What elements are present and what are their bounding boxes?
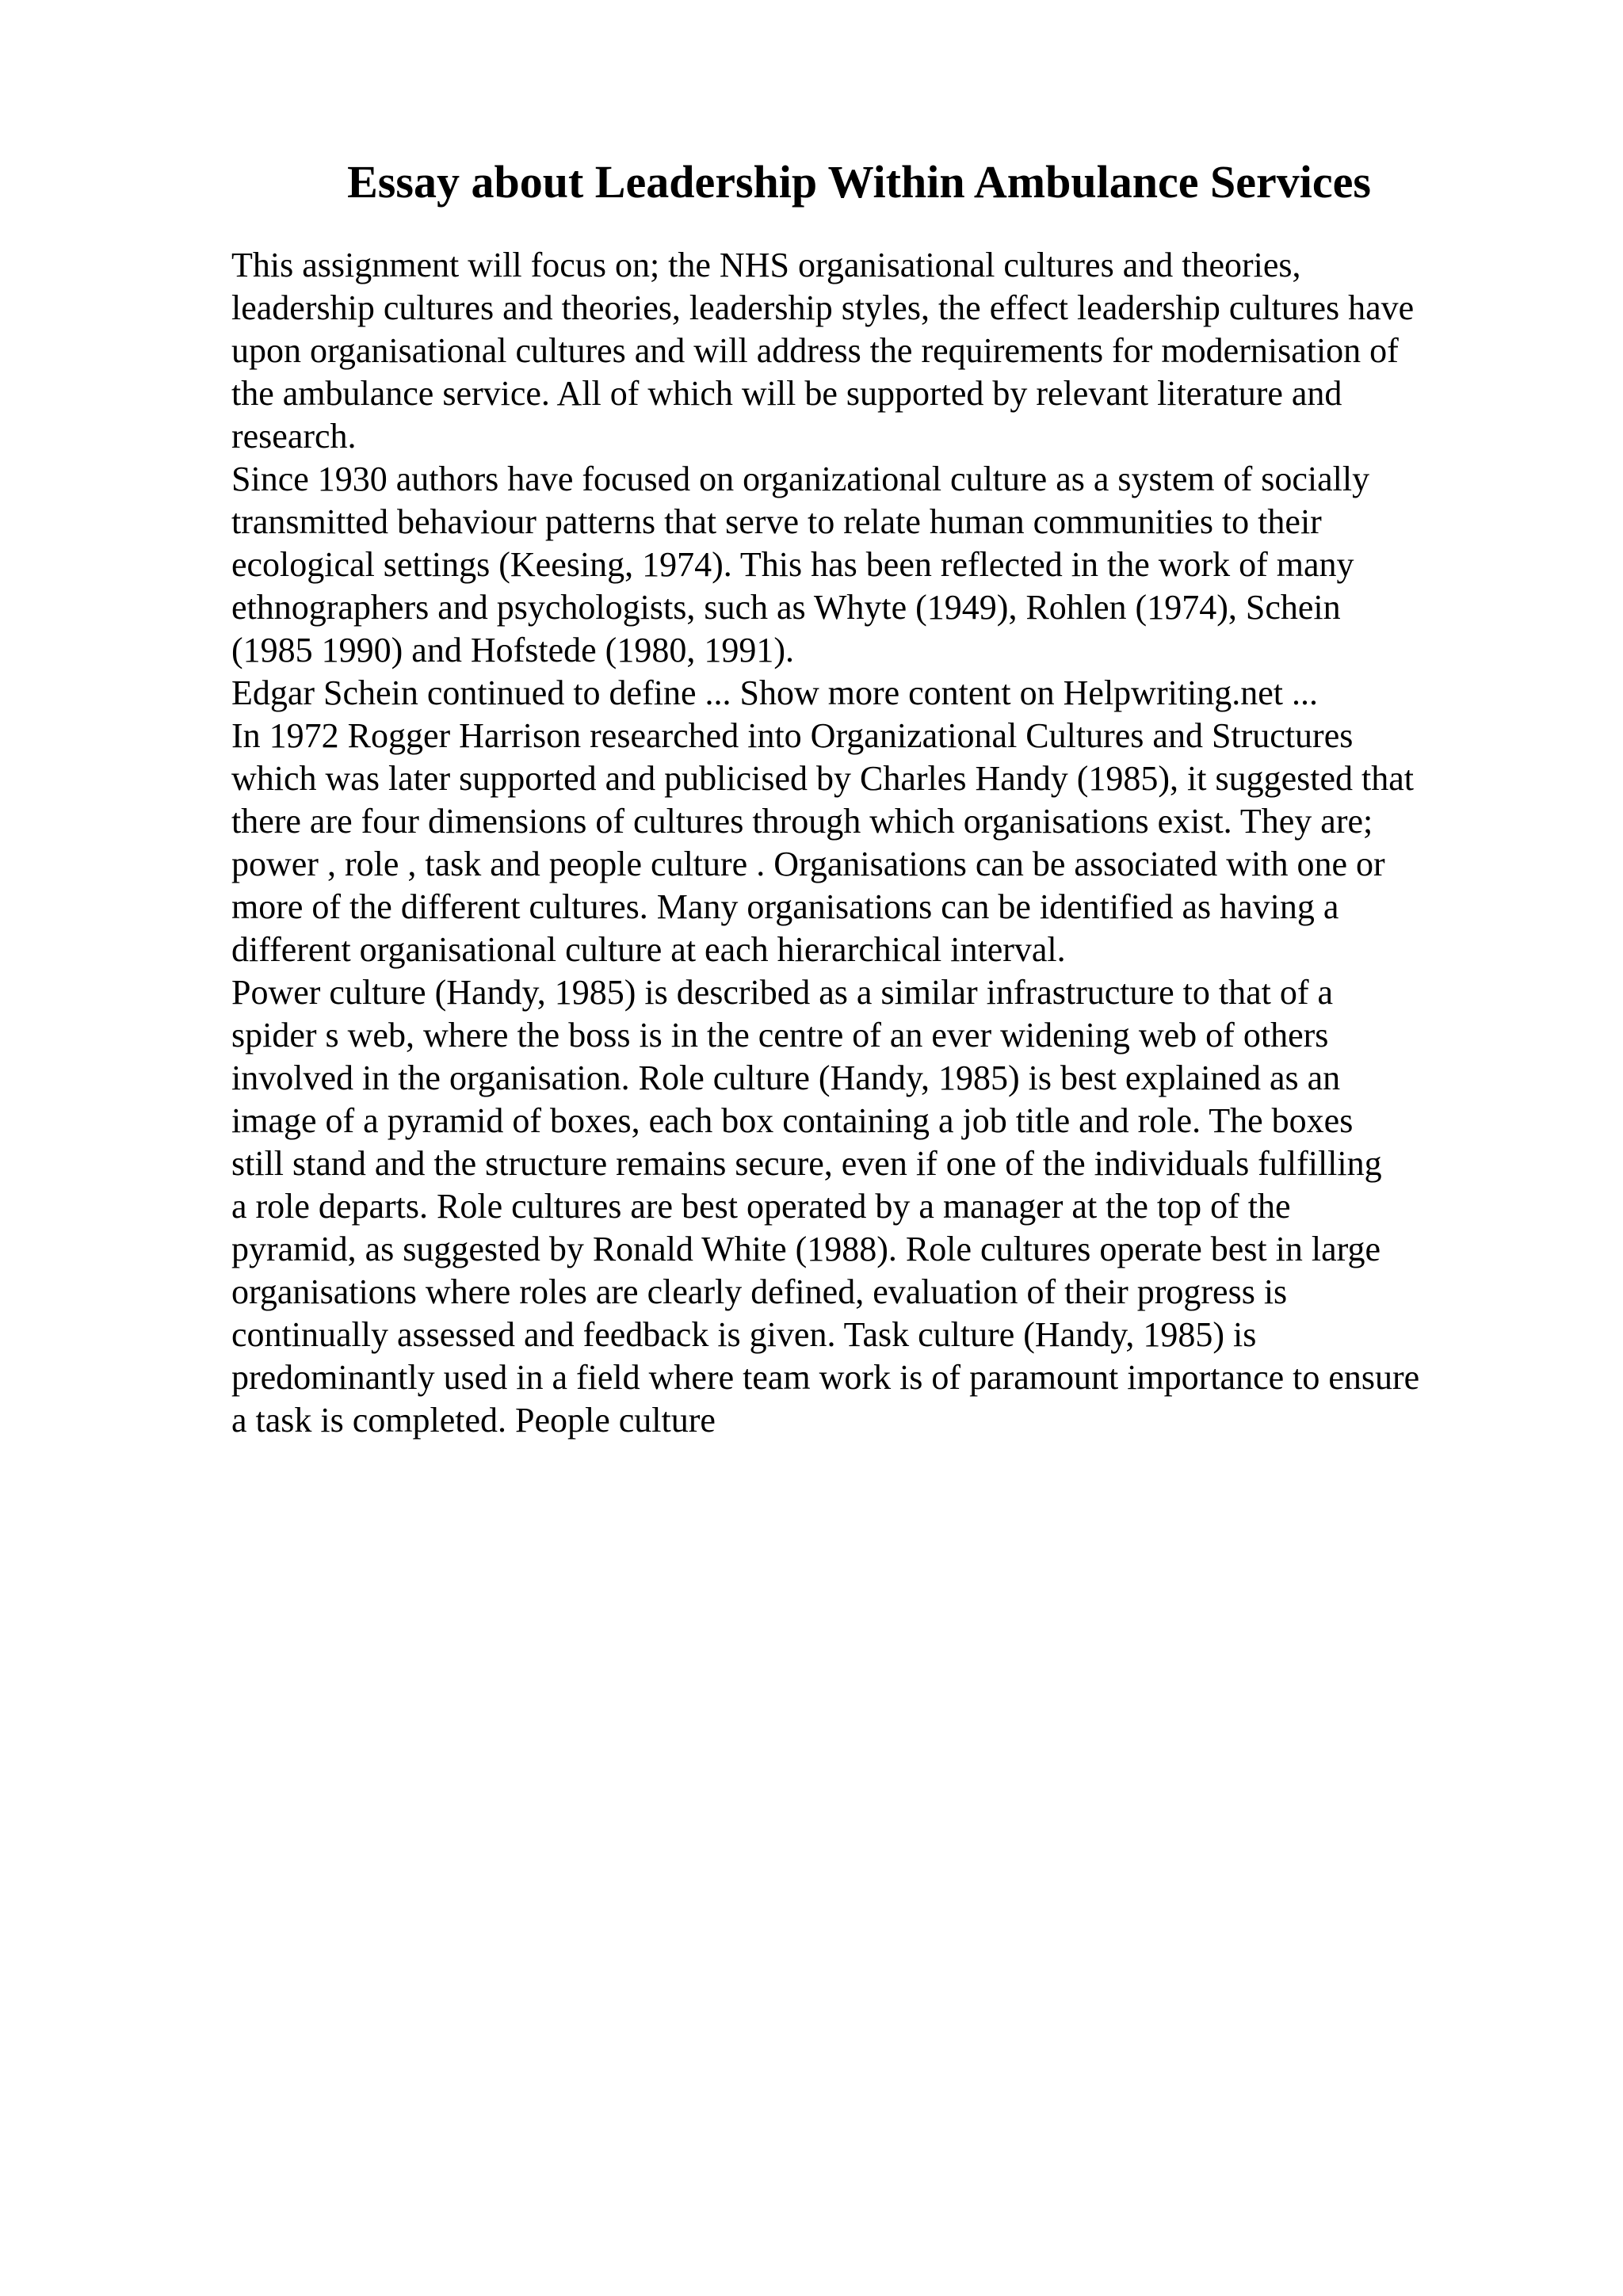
- body-line: pyramid, as suggested by Ronald White (1988). Role cultures operate best in large: [231, 1230, 1381, 1268]
- body-line: predominantly used in a field where team work is of paramount importance to ensure: [231, 1358, 1420, 1397]
- body-line: research.: [231, 417, 357, 456]
- body-line: still stand and the structure remains secure, even if one of the individuals fulfilling: [231, 1144, 1382, 1183]
- body-line: image of a pyramid of boxes, each box containing a job title and role. The boxes: [231, 1101, 1354, 1140]
- body-line: leadership cultures and theories, leadership styles, the effect leadership cultures have: [231, 288, 1415, 327]
- body-line: This assignment will focus on; the NHS organisational cultures and theories,: [231, 246, 1301, 284]
- body-line: there are four dimensions of cultures through which organisations exist. They are;: [231, 802, 1373, 841]
- body-line: power , role , task and people culture . Organisations can be associated with one or: [231, 845, 1385, 883]
- body-line: transmitted behaviour patterns that serve to relate human communities to their: [231, 502, 1322, 541]
- body-line: a task is completed. People culture: [231, 1401, 716, 1440]
- body-line: Since 1930 authors have focused on organizational culture as a system of socially: [231, 460, 1370, 498]
- body-line: In 1972 Rogger Harrison researched into Organizational Cultures and Structures: [231, 716, 1354, 755]
- body-line: ecological settings (Keesing, 1974). This has been reflected in the work of many: [231, 545, 1354, 584]
- body-line: a role departs. Role cultures are best operated by a manager at the top of the: [231, 1187, 1291, 1226]
- body-line: continually assessed and feedback is given. Task culture (Handy, 1985) is: [231, 1315, 1257, 1354]
- body-line: ethnographers and psychologists, such as Whyte (1949), Rohlen (1974), Schein: [231, 588, 1341, 627]
- document-title: Essay about Leadership Within Ambulance Services: [347, 156, 1371, 208]
- body-line: Edgar Schein continued to define ... Show more content on Helpwriting.net ...: [231, 673, 1319, 712]
- body-line: the ambulance service. All of which will be supported by relevant literature and: [231, 374, 1342, 413]
- body-line: upon organisational cultures and will address the requirements for modernisation of: [231, 331, 1399, 370]
- body-line: different organisational culture at each hierarchical interval.: [231, 930, 1066, 969]
- body-line: more of the different cultures. Many organisations can be identified as having a: [231, 887, 1339, 926]
- body-line: organisations where roles are clearly defined, evaluation of their progress is: [231, 1272, 1288, 1311]
- body-line: (1985 1990) and Hofstede (1980, 1991).: [231, 631, 794, 669]
- body-line: Power culture (Handy, 1985) is described as a similar infrastructure to that of a: [231, 973, 1334, 1012]
- document-body: [231, 244, 1515, 1442]
- body-line: spider s web, where the boss is in the centre of an ever widening web of others: [231, 1016, 1329, 1055]
- body-line: which was later supported and publicised by Charles Handy (1985), it suggested that: [231, 759, 1415, 798]
- body-line: involved in the organisation. Role culture (Handy, 1985) is best explained as an: [231, 1058, 1341, 1097]
